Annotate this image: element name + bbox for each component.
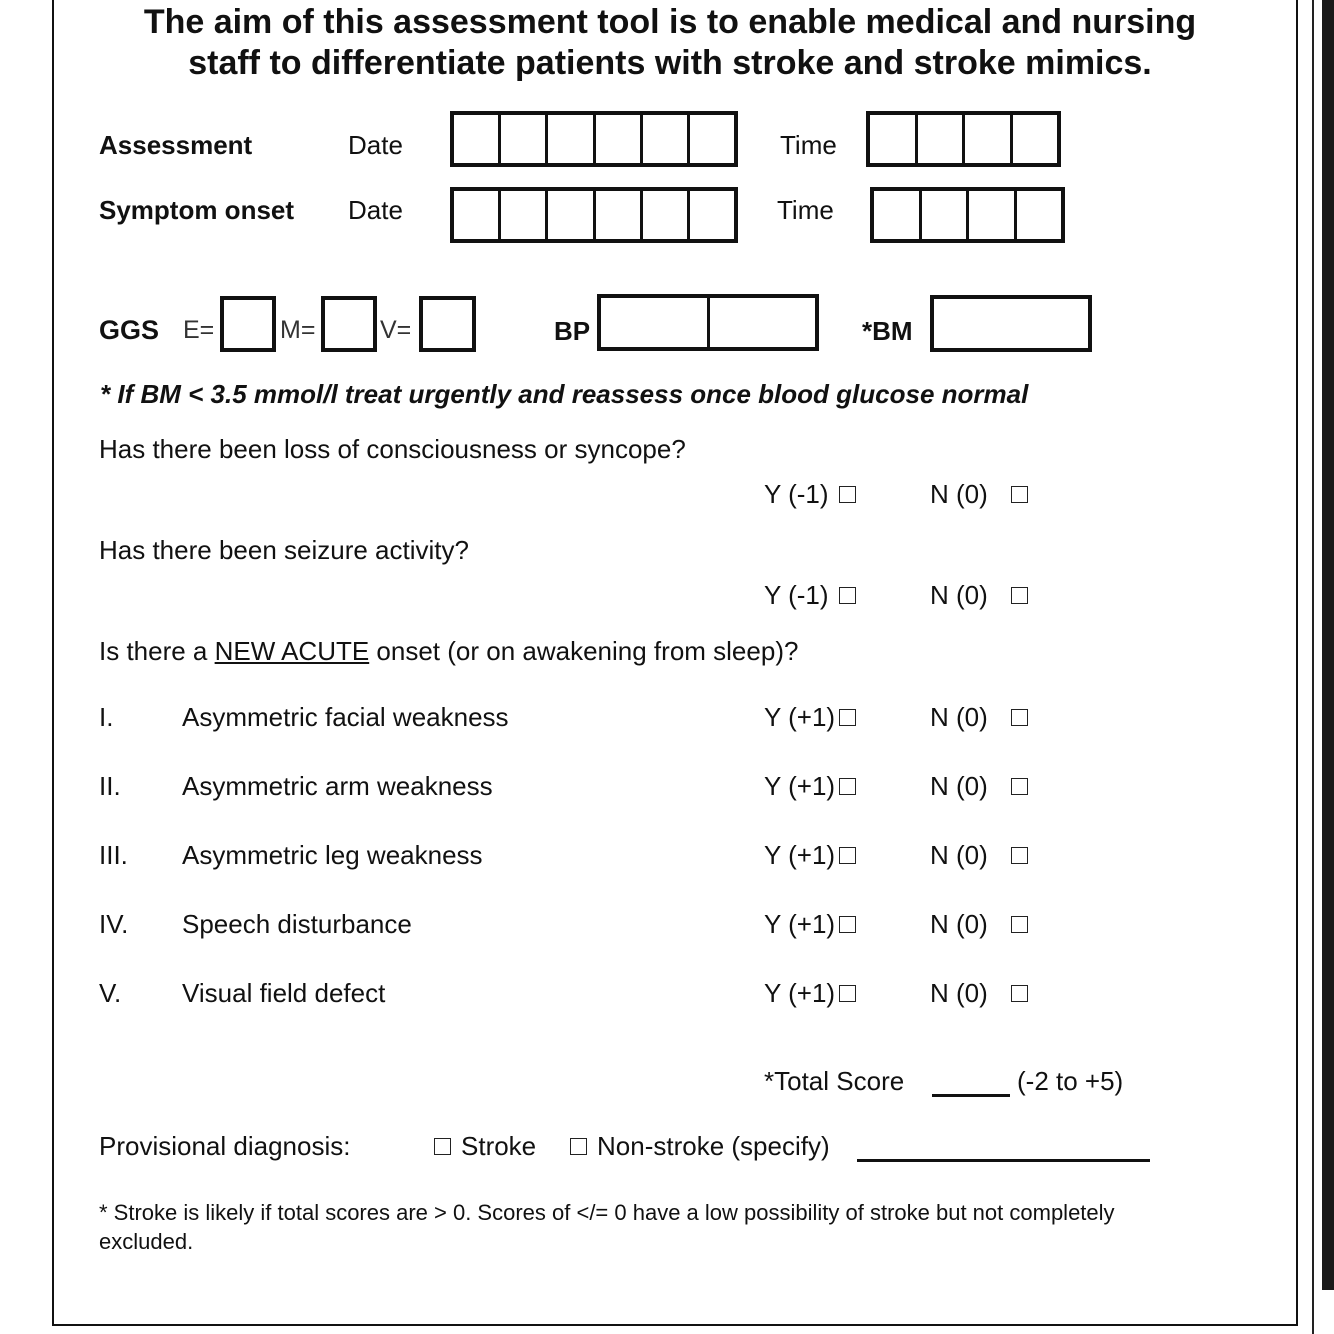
answer-yes[interactable] [764,840,856,871]
checkbox-icon[interactable] [1011,985,1028,1002]
bm-label: *BM [862,316,913,346]
answer-no[interactable] [930,771,1028,802]
page-edge-line [1312,0,1314,1334]
footnote: * Stroke is likely if total scores are > 0. Scores of </= 0 have a low possibility of stroke but not completely excluded. [99,1200,1115,1254]
item-text: Asymmetric arm weakness [182,771,493,801]
answer-no-label: N (0) [930,702,988,732]
item-numeral: II. [99,771,121,801]
gcs-e-box[interactable] [220,296,276,352]
item-text: Visual field defect [182,978,386,1008]
answer-yes[interactable] [764,909,856,940]
symptom-onset-date-boxes[interactable] [450,187,738,243]
answer-no-label: N (0) [930,479,988,509]
page-edge-shadow [1322,0,1334,1290]
total-score-blank[interactable] [932,1068,1010,1097]
checkbox-icon[interactable] [839,985,856,1002]
symptom-onset-date-label: Date [348,195,403,225]
assessment-time-label: Time [780,130,837,160]
heading-line-2: staff to differentiate patients with stroke and stroke mimics. [188,44,1152,82]
answer-no-label: N (0) [930,771,988,801]
assessment-time-boxes[interactable] [866,111,1061,167]
bp-label: BP [554,316,591,346]
checkbox-icon[interactable] [570,1138,587,1155]
assessment-date-boxes[interactable] [450,111,738,167]
q3-prefix: Is there a [99,636,215,666]
question-new-acute-onset [99,636,798,667]
answer-yes-label: Y (+1) [764,978,836,1008]
item-numeral: IV. [99,909,129,939]
checkbox-icon[interactable] [1011,709,1028,726]
gcs-m-box[interactable] [321,296,377,352]
q3-emphasis: NEW ACUTE [214,636,370,666]
answer-no-label: N (0) [930,580,988,610]
answer-no[interactable] [930,840,1028,871]
checkbox-icon[interactable] [839,778,856,795]
item-numeral: V. [99,978,122,1008]
answer-yes-label: Y (+1) [764,771,836,801]
answer-no[interactable] [930,909,1028,940]
answer-no-label: N (0) [930,909,988,939]
answer-no-label: N (0) [930,978,988,1008]
heading-line-1: The aim of this assessment tool is to enable medical and nursing [143,3,1197,41]
gcs-v-label: V= [380,316,412,344]
item-text: Asymmetric facial weakness [182,702,509,732]
item-text: Speech disturbance [182,909,412,939]
answer-yes[interactable] [764,978,856,1009]
checkbox-icon[interactable] [1011,847,1028,864]
total-score-label: *Total Score [764,1066,905,1096]
assessment-label: Assessment [99,130,253,160]
q3-suffix: onset (or on awakening from sleep)? [369,636,799,666]
answer-no-label: N (0) [930,840,988,870]
checkbox-icon[interactable] [839,709,856,726]
answer-yes[interactable] [764,479,856,510]
answer-yes[interactable] [764,702,856,733]
checkbox-icon[interactable] [1011,916,1028,933]
diagnosis-stroke-option[interactable] [434,1131,536,1162]
symptom-onset-time-label: Time [777,195,834,225]
answer-yes-label: Y (+1) [764,702,836,732]
checkbox-icon[interactable] [839,486,856,503]
item-numeral: III. [99,840,128,870]
gcs-e-label: E= [183,316,215,344]
diagnosis-specify-blank[interactable] [857,1133,1150,1162]
bp-boxes[interactable] [597,294,819,351]
assessment-date-label: Date [348,130,403,160]
checkbox-icon[interactable] [839,916,856,933]
answer-no[interactable] [930,702,1028,733]
answer-yes[interactable] [764,771,856,802]
form-heading [100,2,1240,84]
checkbox-icon[interactable] [1011,587,1028,604]
item-text: Asymmetric leg weakness [182,840,483,870]
checkbox-icon[interactable] [839,587,856,604]
diagnosis-non-stroke-option[interactable] [570,1131,830,1162]
checkbox-icon[interactable] [1011,778,1028,795]
answer-yes-label: Y (+1) [764,840,836,870]
answer-no[interactable] [930,978,1028,1009]
question-seizure: Has there been seizure activity? [99,535,469,565]
checkbox-icon[interactable] [434,1138,451,1155]
question-syncope: Has there been loss of consciousness or syncope? [99,434,686,464]
answer-yes-label: Y (+1) [764,909,836,939]
diagnosis-non-stroke-label: Non-stroke (specify) [597,1131,830,1161]
symptom-onset-label: Symptom onset [99,195,295,225]
gcs-label: GGS [99,315,160,345]
answer-yes-label: Y (-1) [764,580,829,610]
gcs-v-box[interactable] [419,296,476,352]
bm-box[interactable] [930,295,1092,352]
symptom-onset-time-boxes[interactable] [870,187,1065,243]
checkbox-icon[interactable] [839,847,856,864]
answer-no[interactable] [930,580,1028,611]
answer-yes-label: Y (-1) [764,479,829,509]
answer-no[interactable] [930,479,1028,510]
answer-yes[interactable] [764,580,856,611]
diagnosis-label: Provisional diagnosis: [99,1131,351,1161]
checkbox-icon[interactable] [1011,486,1028,503]
diagnosis-stroke-label: Stroke [461,1131,537,1161]
item-numeral: I. [99,702,114,732]
bm-warning-note: * If BM < 3.5 mmol/l treat urgently and reassess once blood glucose normal [100,379,1029,409]
gcs-m-label: M= [280,316,316,344]
total-score-range: (-2 to +5) [1017,1066,1124,1096]
